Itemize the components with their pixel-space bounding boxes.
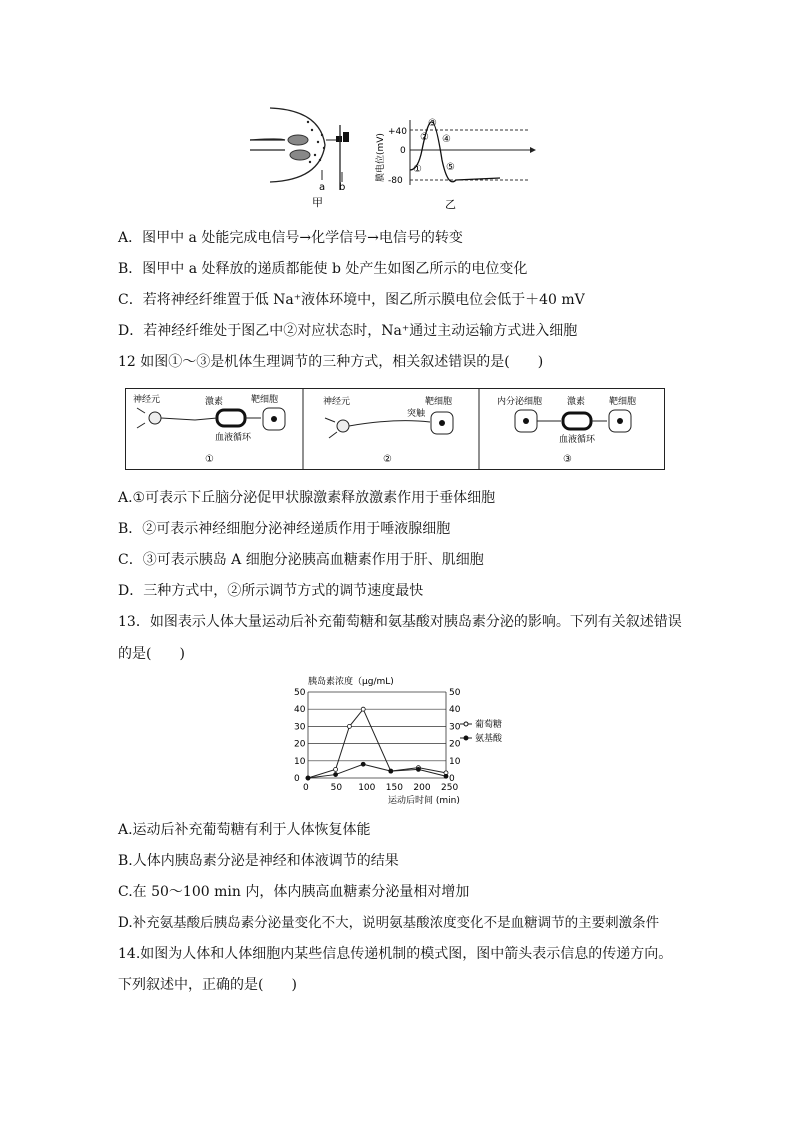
data-point <box>334 773 338 777</box>
legend-label: 氨基酸 <box>475 734 503 744</box>
x-tick-label: 150 <box>385 783 403 793</box>
p1-number: ① <box>205 454 214 465</box>
data-point <box>334 767 338 771</box>
tick-minus80: -80 <box>388 176 403 186</box>
q13-stem-line2: 的是( ) <box>118 646 185 662</box>
y-tick-label-right: 20 <box>449 739 461 750</box>
tick-0: 0 <box>400 146 406 156</box>
q12-stem: 12 如图①～③是机体生理调节的三种方式，相关叙述错误的是( ) <box>118 354 544 370</box>
figure-jia-label: 甲 <box>312 196 323 209</box>
p3-endocrine-label: 内分泌细胞 <box>497 397 543 407</box>
q11-option-d[interactable]: D．若神经纤维处于图乙中②对应状态时，Na⁺通过主动运输方式进入细胞 <box>118 323 578 339</box>
y-tick-label-left: 10 <box>294 756 306 767</box>
p2-neuron-label: 神经元 <box>323 397 351 407</box>
insulin-chart <box>280 672 540 812</box>
p3-blood-label: 血液循环 <box>559 435 596 445</box>
q11-option-a[interactable]: A．图甲中 a 处能完成电信号→化学信号→电信号的转变 <box>118 230 463 246</box>
y-tick-label-right: 30 <box>449 722 461 733</box>
p1-blood-label: 血液循环 <box>215 433 252 443</box>
q12-option-d[interactable]: D．三种方式中，②所示调节方式的调节速度最快 <box>118 583 424 599</box>
q13-option-a[interactable]: A.运动后补充葡萄糖有利于人体恢复体能 <box>118 822 371 838</box>
y-tick-label-right: 40 <box>449 705 461 716</box>
q12-option-c[interactable]: C．③可表示胰岛 A 细胞分泌胰高血糖素作用于肝、肌细胞 <box>118 552 484 568</box>
y-tick-label-left: 40 <box>294 705 306 716</box>
legend-marker <box>464 736 468 740</box>
q13-option-b[interactable]: B.人体内胰岛素分泌是神经和体液调节的结果 <box>118 853 399 869</box>
marker-3: ③ <box>428 118 437 129</box>
data-point <box>444 774 448 778</box>
p3-number: ③ <box>563 454 572 465</box>
q13-option-d[interactable]: D.补充氨基酸后胰岛素分泌量变化不大，说明氨基酸浓度变化不是血糖调节的主要刺激条件 <box>118 915 660 931</box>
p2-synapse-label: 突触 <box>407 409 426 419</box>
p2-target-label: 靶细胞 <box>425 397 453 407</box>
y-tick-label-left: 50 <box>294 688 306 698</box>
x-tick-label: 250 <box>441 783 459 793</box>
tick-plus40: +40 <box>388 127 407 137</box>
p2-number: ② <box>383 454 392 465</box>
point-b-label: b <box>339 182 346 193</box>
data-point <box>416 767 420 771</box>
p1-hormone-label: 激素 <box>205 397 224 407</box>
legend-marker <box>464 722 468 726</box>
q12-option-a[interactable]: A.①可表示下丘脑分泌促甲状腺激素释放激素作用于垂体细胞 <box>118 490 496 506</box>
legend-label: 葡萄糖 <box>475 720 503 730</box>
x-axis-label: 运动后时间 (min) <box>388 796 460 806</box>
q14-stem-line1: 14.如图为人体和人体细胞内某些信息传递机制的模式图，图中箭头表示信息的传递方向。 <box>118 946 673 962</box>
y-axis-label: 膜电位(mV) <box>376 133 386 182</box>
p3-hormone-label: 激素 <box>567 397 586 407</box>
x-tick-label: 50 <box>330 783 343 793</box>
marker-5: ⑤ <box>446 162 455 173</box>
x-tick-label: 200 <box>413 783 431 793</box>
p1-target-label: 靶细胞 <box>251 395 279 405</box>
p1-neuron-label: 神经元 <box>133 395 161 405</box>
data-point <box>361 762 365 766</box>
y-tick-label-right: 50 <box>449 688 461 698</box>
y-tick-label-left: 30 <box>294 722 306 733</box>
marker-1: ① <box>413 164 422 175</box>
y-tick-label-left: 0 <box>294 774 300 784</box>
data-point <box>347 724 351 728</box>
q11-option-b[interactable]: B．图甲中 a 处释放的递质都能使 b 处产生如图乙所示的电位变化 <box>118 261 528 277</box>
neuron-figure <box>250 100 550 215</box>
marker-4: ④ <box>442 134 451 145</box>
q13-stem-line1: 13．如图表示人体大量运动后补充葡萄糖和氨基酸对胰岛素分泌的影响。下列有关叙述错误 <box>118 614 682 630</box>
data-point <box>389 769 393 773</box>
marker-2: ② <box>420 132 429 143</box>
figure-yi-label: 乙 <box>445 198 456 211</box>
q11-option-c[interactable]: C．若将神经纤维置于低 Na⁺液体环境中，图乙所示膜电位会低于＋40 mV <box>118 292 585 308</box>
y-tick-label-left: 20 <box>294 739 306 750</box>
x-tick-label: 0 <box>303 783 309 793</box>
q13-option-c[interactable]: C.在 50～100 min 内，体内胰高血糖素分泌量相对增加 <box>118 884 470 900</box>
p3-target-label: 靶细胞 <box>609 397 637 407</box>
regulation-figure <box>125 388 665 470</box>
data-point <box>361 707 365 711</box>
chart-title: 胰岛素浓度（μg/mL) <box>308 677 394 687</box>
y-tick-label-right: 10 <box>449 756 461 767</box>
q14-stem-line2: 下列叙述中，正确的是( ) <box>118 977 297 993</box>
point-a-label: a <box>319 182 326 193</box>
q12-option-b[interactable]: B．②可表示神经细胞分泌神经递质作用于唾液腺细胞 <box>118 521 451 537</box>
data-point <box>306 776 310 780</box>
x-tick-label: 100 <box>358 783 376 793</box>
y-tick-label-right: 0 <box>449 774 455 784</box>
